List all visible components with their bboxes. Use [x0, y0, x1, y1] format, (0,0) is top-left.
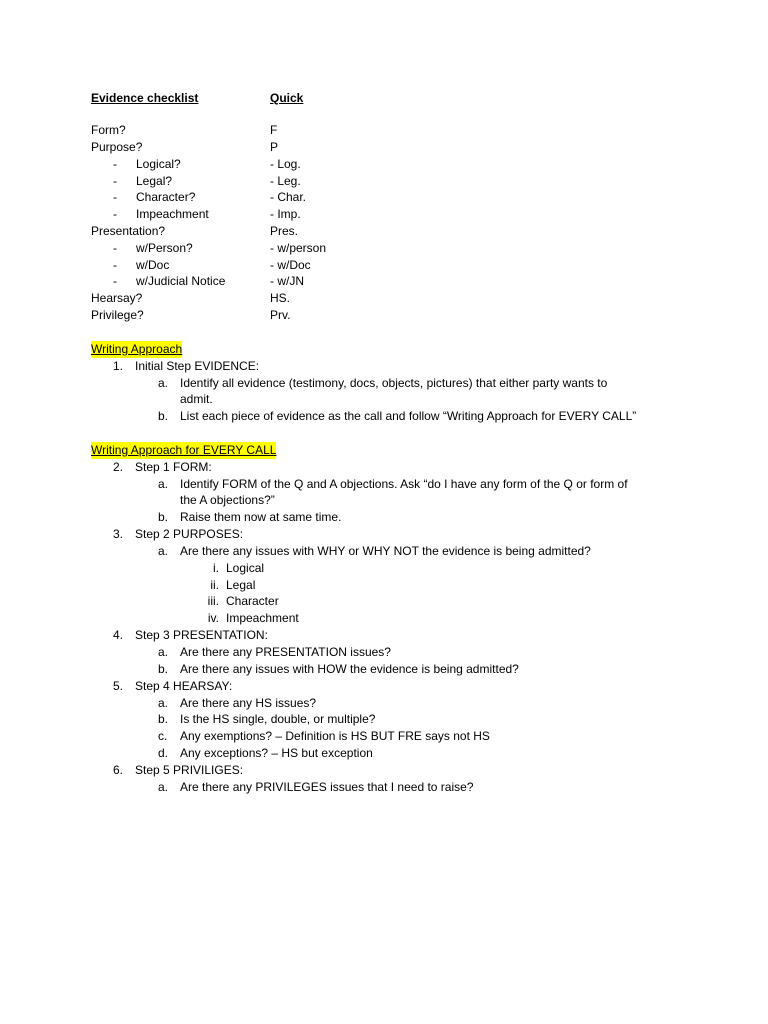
list-letter: b.: [158, 662, 169, 676]
list-letter: a.: [158, 376, 169, 390]
checklist-quick: - w/Doc: [270, 258, 311, 272]
list-item-text: Any exemptions? – Definition is HS BUT FRE says not HS: [180, 729, 490, 743]
list-letter: b.: [158, 712, 169, 726]
list-item-text: the A objections?”: [180, 493, 275, 507]
list-item-text: Raise them now at same time.: [180, 510, 342, 524]
list-item-text: admit.: [180, 392, 213, 406]
list-roman: ii.: [210, 578, 219, 592]
list-item-text: Identify all evidence (testimony, docs, objects, pictures) that either party wants to: [180, 376, 608, 390]
every-call-heading: Writing Approach for EVERY CALL: [91, 443, 277, 457]
checklist-quick: Pres.: [270, 224, 299, 238]
list-item-text: Legal: [226, 578, 256, 592]
checklist-label: Presentation?: [91, 224, 166, 238]
checklist-label: Hearsay?: [91, 291, 143, 305]
list-letter: a.: [158, 780, 169, 794]
step-title: Initial Step EVIDENCE:: [135, 359, 260, 373]
checklist-dash: -: [113, 241, 117, 255]
checklist-label: Privilege?: [91, 308, 144, 322]
list-number: 4.: [113, 628, 124, 642]
checklist-dash: -: [113, 174, 117, 188]
list-item-text: Are there any PRIVILEGES issues that I need to raise?: [180, 780, 474, 794]
list-number: 1.: [113, 359, 124, 373]
list-number: 5.: [113, 679, 124, 693]
list-item-text: Are there any PRESENTATION issues?: [180, 645, 391, 659]
checklist-dash: -: [113, 157, 117, 171]
list-roman: i.: [213, 561, 219, 575]
list-item-text: Any exceptions? – HS but exception: [180, 746, 373, 760]
list-letter: a.: [158, 645, 169, 659]
checklist-quick: HS.: [270, 291, 291, 305]
list-letter: c.: [158, 729, 168, 743]
checklist-quick: - w/JN: [270, 274, 304, 288]
list-number: 3.: [113, 527, 124, 541]
checklist-quick: - Leg.: [270, 174, 301, 188]
checklist-dash: -: [113, 274, 117, 288]
list-item-text: List each piece of evidence as the call and follow “Writing Approach for EVERY CALL”: [180, 409, 637, 423]
checklist-label: Impeachment: [136, 207, 209, 221]
checklist-dash: -: [113, 258, 117, 272]
list-letter: a.: [158, 477, 169, 491]
checklist-title: Evidence checklist: [91, 91, 199, 105]
list-roman: iv.: [207, 611, 219, 625]
step-title: Step 1 FORM:: [135, 460, 212, 474]
checklist-label: Form?: [91, 123, 126, 137]
checklist-label: w/Doc: [136, 258, 170, 272]
checklist-label: Logical?: [136, 157, 181, 171]
checklist-quick: - Log.: [270, 157, 301, 171]
list-number: 6.: [113, 763, 124, 777]
step-title: Step 5 PRIVILIGES:: [135, 763, 244, 777]
list-item-text: Is the HS single, double, or multiple?: [180, 712, 376, 726]
checklist-label: Legal?: [136, 174, 173, 188]
list-item-text: Identify FORM of the Q and A objections. Ask “do I have any form of the Q or form of: [180, 477, 628, 491]
list-item-text: Logical: [226, 561, 265, 575]
checklist-quick: - Imp.: [270, 207, 301, 221]
quick-title: Quick: [270, 91, 304, 105]
list-letter: a.: [158, 544, 169, 558]
checklist-dash: -: [113, 207, 117, 221]
list-item-text: Are there any HS issues?: [180, 696, 317, 710]
writing-approach-heading: Writing Approach: [91, 342, 183, 356]
list-number: 2.: [113, 460, 124, 474]
list-item-text: Are there any issues with WHY or WHY NOT the evidence is being admitted?: [180, 544, 591, 558]
list-roman: iii.: [207, 594, 219, 608]
step-title: Step 3 PRESENTATION:: [135, 628, 268, 642]
step-title: Step 2 PURPOSES:: [135, 527, 244, 541]
checklist-dash: -: [113, 190, 117, 204]
list-letter: d.: [158, 746, 169, 760]
checklist-label: Purpose?: [91, 140, 143, 154]
checklist-quick: Prv.: [270, 308, 291, 322]
checklist-quick: F: [270, 123, 278, 137]
list-item-text: Impeachment: [226, 611, 299, 625]
checklist-quick: P: [270, 140, 279, 154]
checklist-quick: - Char.: [270, 190, 307, 204]
checklist-label: w/Judicial Notice: [136, 274, 226, 288]
checklist-label: Character?: [136, 190, 196, 204]
checklist-quick: - w/person: [270, 241, 327, 255]
list-item-text: Character: [226, 594, 279, 608]
list-letter: a.: [158, 696, 169, 710]
step-title: Step 4 HEARSAY:: [135, 679, 233, 693]
list-item-text: Are there any issues with HOW the evidence is being admitted?: [180, 662, 519, 676]
list-letter: b.: [158, 510, 169, 524]
checklist-label: w/Person?: [136, 241, 193, 255]
list-letter: b.: [158, 409, 169, 423]
